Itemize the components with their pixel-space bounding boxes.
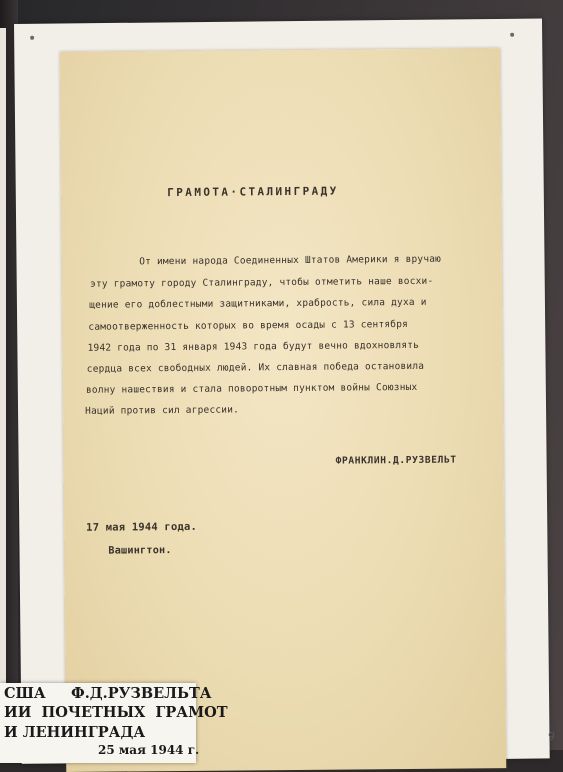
label-line: 25 мая 1944 г. [98,743,200,757]
label-line: ИИ ПОЧЕТНЫХ ГРАМОТ [4,704,228,721]
document-city: Вашингтон. [108,545,172,557]
body-line: 1942 года по 31 января 1943 года будут вечно вдохновлять [87,339,420,354]
body-line: сердца всех свободных людей. Их славная победа остановила [86,360,425,375]
body-line: эту грамоту городу Сталинграду, чтобы отметить наше восхи- [89,275,434,290]
body-line: щение его доблестными защитниками, храбрость, сила духа и [89,296,427,311]
body-line: Наций против сил агрессии. [85,404,240,417]
body-line: волну нашествия и стала поворотным пунктом войны Союзных [85,381,418,396]
body-line: самоотверженность которых во время осады с 13 сентября [88,318,409,333]
label-line: И ЛЕНИНГРАДА [4,724,146,741]
body-line: От имени народа Соединенных Штатов Америки я вручаю [91,253,442,268]
typed-certificate [60,48,506,772]
label-line: США Ф.Д.РУЗВЕЛЬТА [4,685,212,702]
signature-line: ФРАНКЛИН.Д.РУЗВЕЛЬТ [335,454,457,467]
pin-icon [510,33,514,37]
adjacent-frame-edge [0,28,6,718]
museum-label-card [0,683,228,763]
document-date: 17 мая 1944 года. [86,520,198,534]
pin-icon [30,36,34,40]
corner-number: 9 [548,730,555,743]
certificate-title: ГРАМОТА·СТАЛИНГРАДУ [167,184,339,200]
